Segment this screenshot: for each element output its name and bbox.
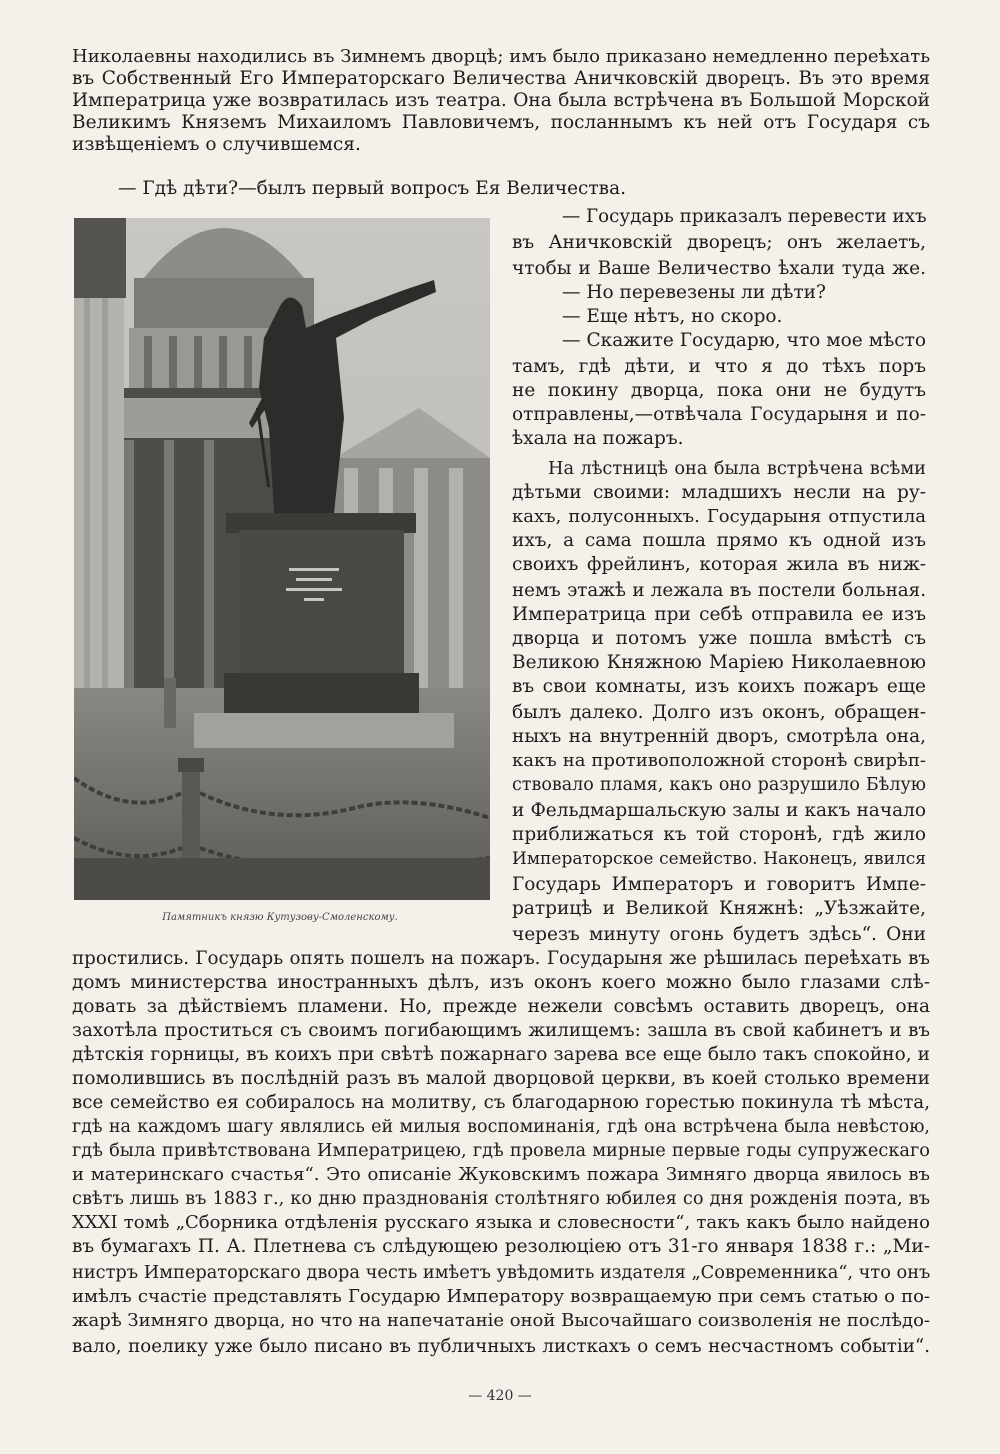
text-line: и Фельдмаршальскую залы и какъ начало <box>512 800 926 821</box>
text-line: имѣлъ счастіе представлять Государю Императору возвращаемую при семъ статью о по- <box>72 1286 930 1307</box>
text-line: ствовало пламя, какъ оно разрушило Бѣлую <box>512 775 926 795</box>
text-line: гдѣ на каждомъ шагу являлись ей милыя воспоминанія, гдѣ она встрѣчена была невѣстою, <box>72 1117 930 1137</box>
text-line: — Гдѣ дѣти?—былъ первый вопросъ Ея Величества. <box>118 178 626 199</box>
text-line: въ свои комнаты, изъ коихъ пожаръ еще <box>512 676 926 697</box>
text-line: дѣтьми своими: младшихъ несли на ру- <box>512 482 926 503</box>
text-line: въ бумагахъ П. А. Плетнева съ слѣдующею резолюціею отъ 31-го января 1838 г.: „Ми- <box>72 1236 930 1257</box>
text-line: нистръ Императорскаго двора честь имѣетъ увѣдомить издателя „Современника“, что онъ <box>72 1263 931 1283</box>
text-line: XXXI томѣ „Сборника отдѣленія русскаго языка и словесности“, такъ какъ было найдено <box>72 1212 930 1233</box>
text-line: извѣщеніемъ о случившемся. <box>72 134 361 155</box>
text-line: все семейство ея собиралось на молитву, съ благодарною горестью покинула тѣ мѣста, <box>72 1092 930 1113</box>
text-line: въ Собственный Его Императорскаго Величества Аничковскій дворецъ. Въ это время <box>72 68 930 89</box>
text-line: и материнскаго счастья“. Это описаніе Жуковскимъ пожара Зимняго дворца явилось въ <box>72 1164 930 1185</box>
text-line: ныхъ на внутренній дворъ, смотрѣла она, <box>512 726 926 747</box>
text-line: ихъ, а сама пошла прямо къ одной изъ <box>512 530 926 551</box>
text-line: приближаться къ той сторонѣ, гдѣ жило <box>512 824 926 845</box>
text-line: Императрица уже возвратилась изъ театра. Она была встрѣчена въ Большой Морской <box>72 90 930 111</box>
text-line: своихъ фрейлинъ, которая жила въ ниж- <box>512 554 926 575</box>
text-line: довать за дѣйствіемъ пламени. Но, прежде нежели совсѣмъ оставить дворецъ, она <box>72 996 930 1017</box>
text-line: Великою Княжною Маріею Николаевною <box>512 652 926 673</box>
text-line: — Скажите Государю, что мое мѣсто <box>562 330 926 351</box>
text-line: — Еще нѣтъ, но скоро. <box>562 306 783 327</box>
text-line: На лѣстницѣ она была встрѣчена всѣми <box>548 459 926 479</box>
page-number: — 420 — <box>468 1388 532 1404</box>
text-line: былъ далеко. Долго изъ оконъ, обращен- <box>512 702 926 723</box>
text-line: — Но перевезены ли дѣти? <box>562 282 826 303</box>
text-line: свѣтъ лишь въ 1883 г., ко дню празднованія столѣтняго юбилея со дня рожденія поэта, въ <box>72 1189 930 1209</box>
text-line: какъ на противоположной сторонѣ свирѣп- <box>512 750 926 771</box>
text-line: отправлены,—отвѣчала Государыня и по- <box>512 404 926 425</box>
text-line: Императрица при себѣ отправила ее изъ <box>512 604 926 625</box>
text-line: — Государь приказалъ перевести ихъ <box>562 206 927 227</box>
text-line: вало, поелику уже было писано въ публичныхъ листкахъ о семъ несчастномъ событіи“. <box>72 1336 930 1357</box>
text-line: дворца и потомъ уже пошла вмѣстѣ съ <box>512 628 926 649</box>
text-line: немъ этажѣ и лежала въ постели больная. <box>512 580 926 601</box>
text-line: не покину дворца, пока они не будутъ <box>512 380 926 401</box>
text-line: захотѣла проститься съ своимъ погибающимъ жилищемъ: зашла въ свой кабинетъ и въ <box>72 1020 930 1041</box>
text-line: Императорское семейство. Наконецъ, явился <box>512 849 926 869</box>
text-line: тамъ, гдѣ дѣти, и что я до тѣхъ поръ <box>512 356 926 377</box>
text-line: въ Аничковскій дворецъ; онъ желаетъ, <box>512 232 926 253</box>
text-line: ратрицѣ и Великой Княжнѣ: „Уѣзжайте, <box>512 898 926 919</box>
text-line: Великимъ Княземъ Михаиломъ Павловичемъ, посланнымъ къ ней отъ Государя съ <box>72 112 930 133</box>
text-line: помолившись въ послѣдній разъ въ малой дворцовой церкви, въ коей столько времени <box>72 1068 930 1089</box>
text-line: чтобы и Ваше Величество ѣхали туда же. <box>512 258 926 279</box>
text-line: жарѣ Зимняго дворца, но что на напечатаніе оной Высочайшаго соизволенія не послѣдо- <box>72 1310 930 1331</box>
text-line: Государь Императоръ и говоритъ Импе- <box>512 874 926 895</box>
text-line: дѣтскія горницы, въ коихъ при свѣтѣ пожарнаго зарева все еще было такъ спокойно, и <box>72 1044 930 1065</box>
text-line: Николаевны находились въ Зимнемъ дворцѣ; имъ было приказано немедленно переѣхать <box>72 46 930 67</box>
text-line: ѣхала на пожаръ. <box>512 428 684 449</box>
text-line: простились. Государь опять пошелъ на пожаръ. Государыня же рѣшилась переѣхать въ <box>72 948 930 969</box>
kutuzov-monument-photo <box>74 218 490 900</box>
figure-caption: Памятникъ князю Кутузову-Смоленскому. <box>162 912 398 923</box>
text-line: домъ министерства иностранныхъ дѣлъ, изъ оконъ коего можно было глазами слѣ- <box>72 972 930 993</box>
text-line: кахъ, полусонныхъ. Государыня отпустила <box>512 506 926 527</box>
text-line: черезъ минуту огонь будетъ здѣсь“. Они <box>512 924 926 945</box>
text-line: гдѣ была привѣтствована Императрицею, гдѣ провела мирные первые годы супружескаго <box>72 1141 930 1161</box>
